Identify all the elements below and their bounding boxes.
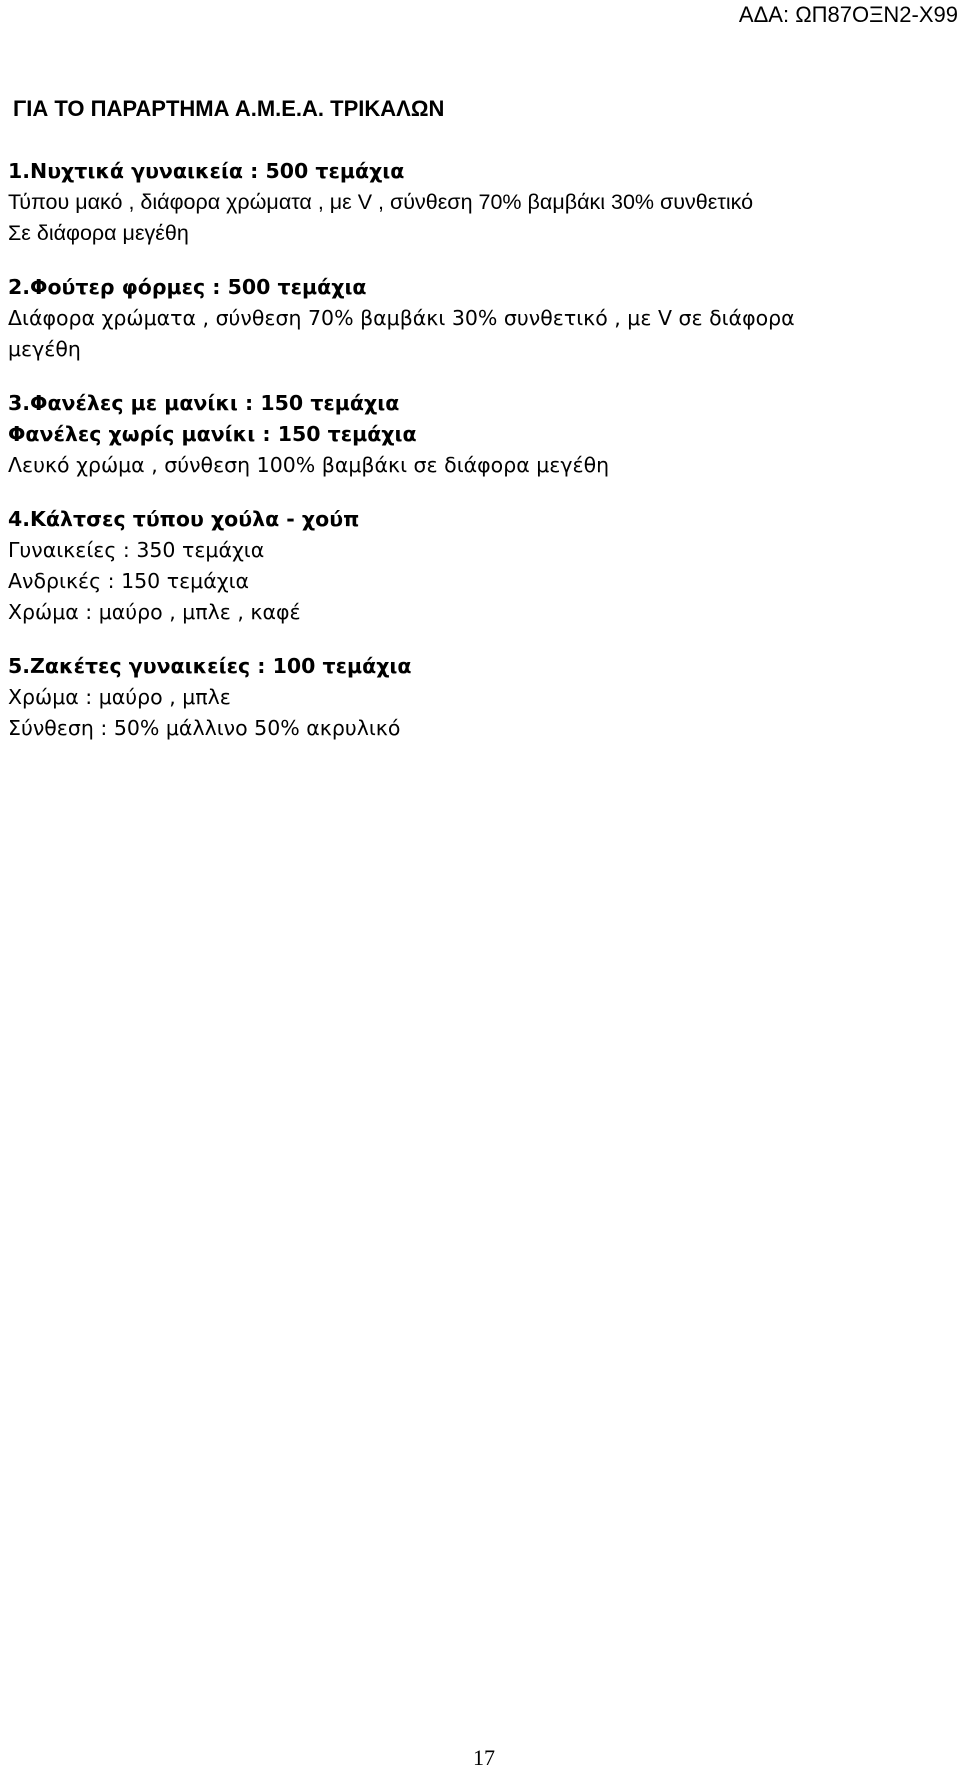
item-heading: 4.Κάλτσες τύπου χούλα - χούπ <box>8 507 360 531</box>
item-section-5 <box>8 651 948 744</box>
document-body <box>8 156 948 767</box>
document-title: ΓΙΑ ΤΟ ΠΑΡΑΡΤΗΜΑ Α.Μ.Ε.Α. ΤΡΙΚΑΛΩΝ <box>13 96 445 121</box>
item-description: Ανδρικές : 150 τεμάχια <box>8 569 250 593</box>
item-heading: 1.Νυχτικά γυναικεία : 500 τεμάχια <box>8 159 405 183</box>
item-description: Χρώμα : μαύρο , μπλε , καφέ <box>8 600 301 624</box>
item-section-4 <box>8 504 948 628</box>
item-section-3 <box>8 388 948 481</box>
item-description: Γυναικείες : 350 τεμάχια <box>8 538 265 562</box>
item-subheading: Φανέλες χωρίς μανίκι : 150 τεμάχια <box>8 422 417 446</box>
item-description: Σε διάφορα μεγέθη <box>8 221 189 245</box>
page-number-text: 17 <box>473 1745 495 1770</box>
item-heading: 2.Φούτερ φόρμες : 500 τεμάχια <box>8 275 367 299</box>
item-description: Χρώμα : μαύρο , μπλε <box>8 685 231 709</box>
item-section-2 <box>8 272 948 365</box>
item-section-1 <box>8 156 948 249</box>
item-description: Λευκό χρώμα , σύνθεση 100% βαμβάκι σε διάφορα μεγέθη <box>8 453 610 477</box>
item-description: Σύνθεση : 50% μάλλινο 50% ακρυλικό <box>8 716 401 740</box>
ada-identifier: ΑΔΑ: ΩΠ87ΟΞΝ2-Χ99 <box>738 2 958 27</box>
item-description: Διάφορα χρώματα , σύνθεση 70% βαμβάκι 30% συνθετικό , με V σε διάφορα μεγέθη <box>8 306 795 361</box>
item-heading: 5.Ζακέτες γυναικείες : 100 τεμάχια <box>8 654 412 678</box>
page-number <box>0 1745 960 1771</box>
item-description: Τύπου μακό , διάφορα χρώματα , με V , σύνθεση 70% βαμβάκι 30% συνθετικό <box>8 190 754 214</box>
item-heading: 3.Φανέλες με μανίκι : 150 τεμάχια <box>8 391 400 415</box>
